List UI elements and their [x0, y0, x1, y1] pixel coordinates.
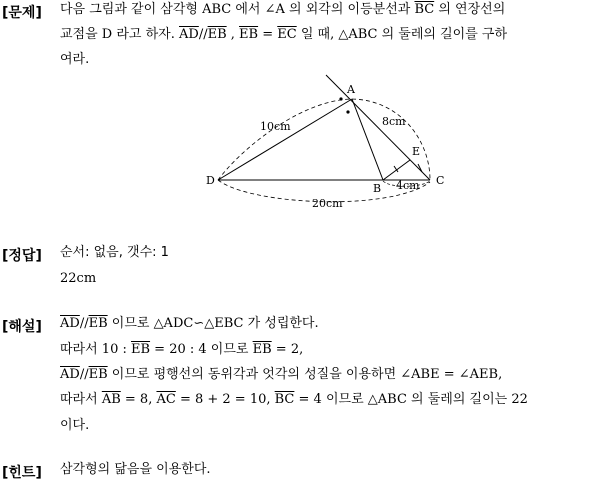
angle-dot-1: [339, 97, 342, 100]
problem-line-1: 다음 그림과 같이 삼각형 ABC 에서 ∠A 의 외각의 이등분선과 $\overline{BC}$ 의 연장선의: [60, 2, 506, 17]
explanation-line-4: 따라서 $\overline{AB} = 8$, $\overline{AC} = 8 + 2 = 10$, $\overline{BC} = 4$ 이므로 △ABC 의 둘레의 길이는 22: [60, 392, 528, 407]
explanation-line-2: 따라서 10 : $\overline{EB} = 20$ : 4 이므로 $\overline{EB} = 2$,: [60, 342, 304, 357]
point-b-label: B: [373, 182, 382, 195]
segment-ab: [352, 99, 383, 180]
length-dc-label: 20cm: [312, 197, 343, 210]
angle-dot-2: [346, 110, 349, 113]
problem-line-3: 여라.: [60, 52, 90, 67]
segment-da: [218, 99, 352, 180]
explanation-label: [해설]: [2, 319, 42, 335]
problem-line-2: 교점을 D 라고 하자. $\overline{AD}//\overline{EB}$ , $\overline{EB} = \overline{EC}$ 일 때, △ABC 의 둘레의 길이를 구하: [60, 27, 508, 42]
problem-label: [문제]: [2, 5, 42, 21]
answer-line-2: 22cm: [60, 271, 97, 286]
point-a-label: A: [347, 83, 355, 96]
hint-line-1: 삼각형의 닮음을 이용한다.: [60, 462, 211, 477]
explanation-line-3: $\overline{AD}//\overline{EB}$ 이므로 평행선의 동위각과 엇각의 성질을 이용하면 ∠ABE = ∠AEB,: [60, 367, 503, 382]
point-c-label: C: [436, 174, 445, 187]
point-d-label: D: [206, 174, 215, 187]
length-da-label: 10cm: [260, 120, 291, 133]
answer-line-1: 순서: 없음, 갯수: 1: [60, 245, 169, 260]
point-e-label: E: [412, 145, 421, 158]
length-ac-label: 8cm: [382, 115, 406, 128]
hint-label: [힌트]: [2, 465, 42, 481]
explanation-line-5: 이다.: [60, 418, 90, 433]
answer-label: [정답]: [2, 248, 42, 264]
segment-ec-extended: [326, 75, 430, 180]
explanation-line-1: $\overline{AD}//\overline{EB}$ 이므로 △ADC∽△EBC 가 성립한다.: [60, 316, 319, 331]
length-bc-label: 4cm: [396, 179, 420, 192]
